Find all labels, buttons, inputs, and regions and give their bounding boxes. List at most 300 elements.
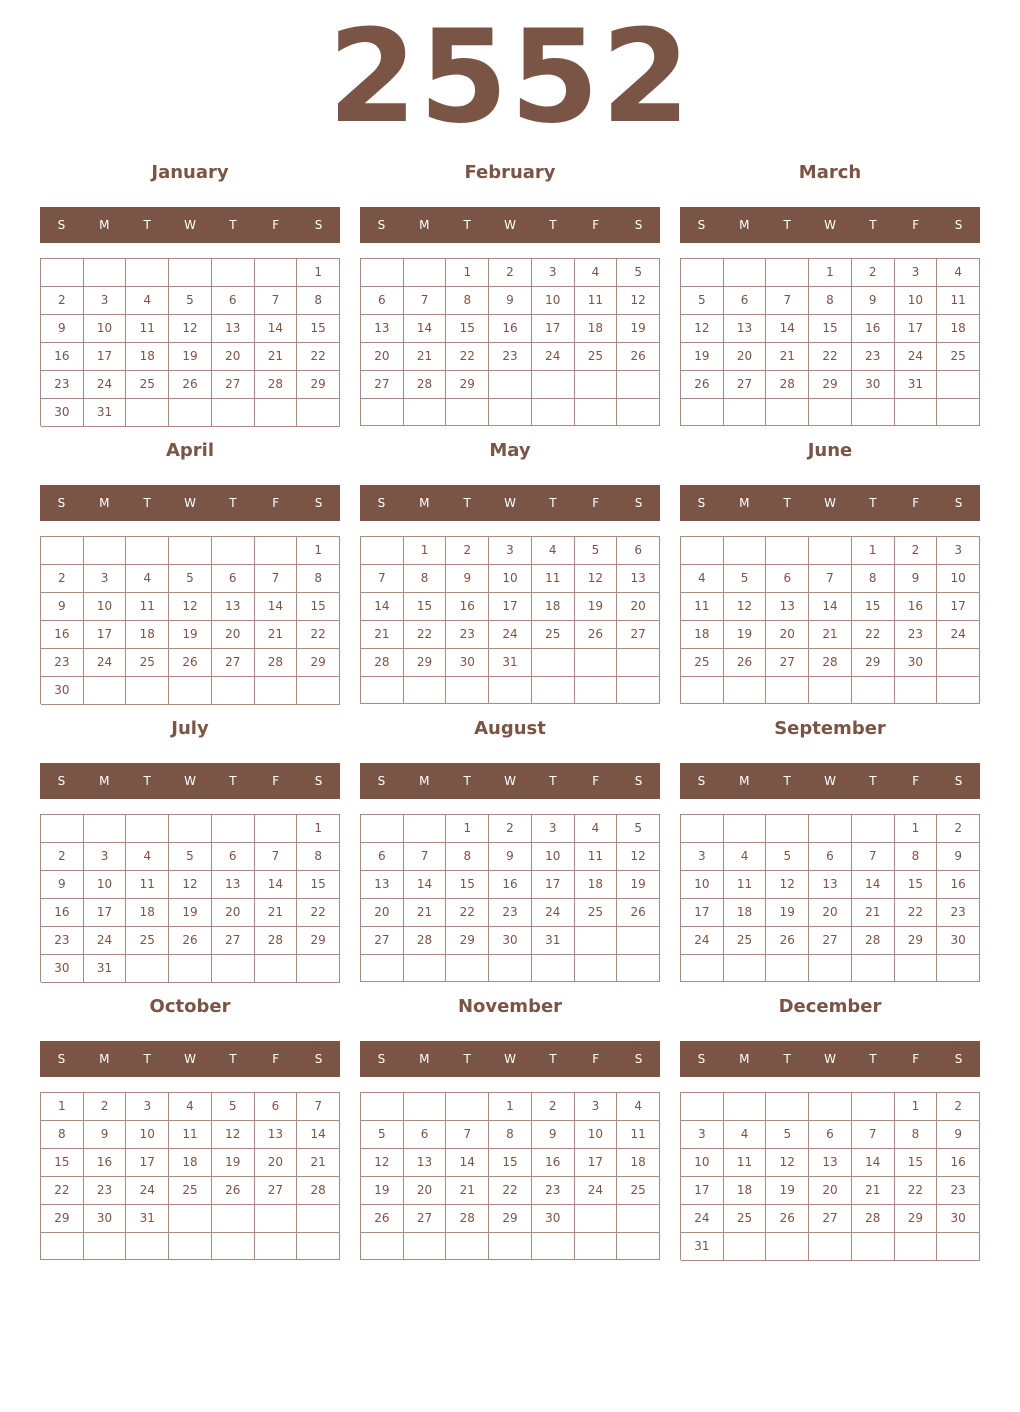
day-cell: 14 [255, 315, 298, 343]
day-cell: 9 [41, 593, 84, 621]
day-cell: 27 [766, 649, 809, 677]
day-cell: 28 [446, 1205, 489, 1233]
day-cell: 15 [297, 871, 340, 899]
day-cell [212, 259, 255, 287]
weekday-label: M [739, 218, 750, 232]
day-cell: 16 [937, 871, 980, 899]
day-cell: 18 [169, 1149, 212, 1177]
day-cell [937, 649, 980, 677]
day-cell: 8 [809, 287, 852, 315]
day-cell: 1 [446, 259, 489, 287]
day-cell: 24 [681, 927, 724, 955]
day-cell [361, 259, 404, 287]
weekday-label: T [549, 774, 557, 788]
day-cell: 2 [895, 537, 938, 565]
day-cell: 7 [361, 565, 404, 593]
day-cell: 26 [361, 1205, 404, 1233]
day-cell: 5 [169, 565, 212, 593]
month-name: July [171, 718, 209, 739]
day-cell: 4 [617, 1093, 660, 1121]
day-cell [617, 1233, 660, 1260]
day-cell: 12 [724, 593, 767, 621]
day-cell: 19 [169, 343, 212, 371]
day-cell: 14 [852, 871, 895, 899]
weekday-label: M [419, 774, 430, 788]
month-name: May [489, 440, 531, 461]
day-cell: 25 [937, 343, 980, 371]
day-cell: 25 [575, 343, 618, 371]
day-cell [297, 1205, 340, 1233]
day-cell: 30 [489, 927, 532, 955]
day-cell [126, 955, 169, 983]
day-cell: 17 [489, 593, 532, 621]
day-cell [766, 815, 809, 843]
day-cell [212, 955, 255, 983]
day-cell: 5 [766, 843, 809, 871]
day-cell [169, 1205, 212, 1233]
day-cell: 28 [809, 649, 852, 677]
day-cell: 3 [84, 565, 127, 593]
day-cell: 5 [212, 1093, 255, 1121]
day-cell: 2 [84, 1093, 127, 1121]
weekday-header [360, 1041, 660, 1077]
weekday-label: W [504, 1052, 516, 1066]
weekday-header [40, 763, 340, 799]
day-cell: 31 [681, 1233, 724, 1261]
day-cell [575, 927, 618, 955]
day-cell: 10 [84, 593, 127, 621]
day-cell: 14 [766, 315, 809, 343]
weekday-label: T [783, 496, 791, 510]
day-cell: 13 [361, 871, 404, 899]
day-cell: 14 [404, 315, 447, 343]
day-cell: 26 [617, 899, 660, 927]
day-cell: 15 [852, 593, 895, 621]
weekday-label: T [783, 1052, 791, 1066]
day-cell: 5 [361, 1121, 404, 1149]
day-cell: 18 [126, 621, 169, 649]
weekday-label: F [272, 774, 280, 788]
day-cell: 11 [575, 287, 618, 315]
day-cell: 10 [84, 871, 127, 899]
weekday-label: M [739, 774, 750, 788]
day-cell [724, 399, 767, 426]
day-cell: 23 [532, 1177, 575, 1205]
month-name: January [151, 162, 229, 183]
day-cell: 16 [937, 1149, 980, 1177]
weekday-label: T [549, 218, 557, 232]
day-cell: 19 [766, 899, 809, 927]
day-cell: 29 [446, 371, 489, 399]
day-cell [895, 1233, 938, 1261]
day-cell: 2 [489, 259, 532, 287]
day-cell [489, 399, 532, 426]
day-cell [297, 955, 340, 983]
day-cell: 5 [724, 565, 767, 593]
day-cell [255, 1205, 298, 1233]
day-cell: 7 [809, 565, 852, 593]
day-cell: 1 [297, 537, 340, 565]
day-cell: 17 [532, 315, 575, 343]
day-cell: 10 [532, 287, 575, 315]
day-cell: 3 [126, 1093, 169, 1121]
day-cell [724, 259, 767, 287]
weekday-label: W [504, 774, 516, 788]
weekday-label: T [229, 774, 237, 788]
day-cell: 29 [297, 371, 340, 399]
day-cell: 20 [404, 1177, 447, 1205]
day-cell: 9 [489, 843, 532, 871]
weekday-label: T [549, 496, 557, 510]
day-cell [169, 1233, 212, 1260]
day-grid [360, 814, 660, 982]
day-cell: 3 [489, 537, 532, 565]
day-cell: 26 [575, 621, 618, 649]
day-cell: 25 [532, 621, 575, 649]
day-cell [126, 537, 169, 565]
weekday-label: S [57, 1052, 66, 1066]
day-cell: 1 [895, 815, 938, 843]
weekday-label: S [57, 496, 66, 510]
weekday-label: M [99, 218, 110, 232]
day-cell: 12 [169, 315, 212, 343]
day-cell: 23 [895, 621, 938, 649]
month-april [40, 436, 340, 714]
day-cell: 21 [297, 1149, 340, 1177]
month-january [40, 158, 340, 436]
day-cell [532, 649, 575, 677]
day-cell: 12 [361, 1149, 404, 1177]
day-cell: 7 [766, 287, 809, 315]
day-cell [766, 955, 809, 982]
weekday-label: S [57, 774, 66, 788]
day-grid [680, 814, 980, 982]
day-cell [41, 259, 84, 287]
day-cell: 2 [41, 565, 84, 593]
day-cell [126, 399, 169, 427]
day-cell [681, 537, 724, 565]
day-cell [724, 677, 767, 704]
day-cell [126, 815, 169, 843]
day-cell: 4 [126, 843, 169, 871]
day-cell [169, 955, 212, 983]
day-cell: 16 [895, 593, 938, 621]
day-cell: 30 [41, 677, 84, 705]
day-cell [724, 815, 767, 843]
day-cell: 31 [895, 371, 938, 399]
day-cell: 17 [532, 871, 575, 899]
day-cell [532, 677, 575, 704]
day-cell: 12 [766, 1149, 809, 1177]
day-cell: 21 [361, 621, 404, 649]
day-cell [489, 677, 532, 704]
day-cell: 27 [212, 371, 255, 399]
day-cell: 14 [446, 1149, 489, 1177]
day-cell: 20 [212, 621, 255, 649]
weekday-label: T [783, 774, 791, 788]
day-cell: 28 [255, 649, 298, 677]
day-cell [255, 815, 298, 843]
weekday-label: M [739, 1052, 750, 1066]
day-cell: 7 [852, 843, 895, 871]
day-cell: 20 [766, 621, 809, 649]
day-cell: 2 [852, 259, 895, 287]
day-cell [212, 1205, 255, 1233]
day-cell: 20 [212, 343, 255, 371]
weekday-label: M [419, 218, 430, 232]
day-cell: 27 [255, 1177, 298, 1205]
month-june [680, 436, 980, 714]
day-cell [575, 371, 618, 399]
day-cell: 4 [126, 287, 169, 315]
day-cell: 28 [766, 371, 809, 399]
day-cell: 28 [255, 371, 298, 399]
day-cell: 10 [937, 565, 980, 593]
day-cell: 8 [446, 843, 489, 871]
day-cell: 25 [169, 1177, 212, 1205]
day-cell: 18 [724, 899, 767, 927]
day-cell [361, 1233, 404, 1260]
day-cell [852, 399, 895, 426]
day-cell [724, 955, 767, 982]
day-cell: 17 [84, 343, 127, 371]
day-cell: 21 [809, 621, 852, 649]
day-cell [41, 1233, 84, 1260]
day-cell: 8 [489, 1121, 532, 1149]
weekday-label: T [143, 496, 151, 510]
day-cell [41, 537, 84, 565]
month-december [680, 992, 980, 1270]
day-cell: 22 [489, 1177, 532, 1205]
day-cell [937, 399, 980, 426]
day-cell: 7 [255, 843, 298, 871]
day-cell [724, 537, 767, 565]
day-cell: 25 [724, 1205, 767, 1233]
day-cell: 27 [809, 927, 852, 955]
weekday-header [680, 1041, 980, 1077]
day-cell [361, 955, 404, 982]
day-cell: 19 [361, 1177, 404, 1205]
weekday-label: T [229, 1052, 237, 1066]
day-cell: 18 [126, 343, 169, 371]
day-cell: 6 [809, 1121, 852, 1149]
day-cell [255, 677, 298, 705]
day-cell [617, 649, 660, 677]
day-cell: 5 [575, 537, 618, 565]
day-cell [489, 1233, 532, 1260]
day-cell: 8 [446, 287, 489, 315]
day-cell [575, 677, 618, 704]
day-cell [617, 399, 660, 426]
day-cell: 28 [297, 1177, 340, 1205]
month-name: November [457, 996, 563, 1017]
weekday-label: S [634, 774, 643, 788]
month-october [40, 992, 340, 1270]
day-cell: 26 [169, 649, 212, 677]
day-cell [212, 399, 255, 427]
day-cell: 1 [895, 1093, 938, 1121]
day-cell: 3 [575, 1093, 618, 1121]
day-cell [84, 815, 127, 843]
day-cell: 28 [404, 371, 447, 399]
day-cell: 16 [852, 315, 895, 343]
weekday-label: M [99, 1052, 110, 1066]
weekday-label: T [869, 774, 877, 788]
day-cell: 24 [575, 1177, 618, 1205]
day-cell [937, 677, 980, 704]
day-cell [169, 259, 212, 287]
month-march [680, 158, 980, 436]
day-cell: 5 [766, 1121, 809, 1149]
day-cell: 26 [212, 1177, 255, 1205]
day-cell [532, 371, 575, 399]
day-cell: 6 [724, 287, 767, 315]
day-cell [404, 1233, 447, 1260]
day-cell: 9 [895, 565, 938, 593]
day-cell: 22 [404, 621, 447, 649]
day-cell: 2 [937, 1093, 980, 1121]
day-cell [809, 1093, 852, 1121]
weekday-label: T [229, 496, 237, 510]
day-cell: 13 [404, 1149, 447, 1177]
weekday-header [40, 207, 340, 243]
day-cell: 31 [84, 399, 127, 427]
day-cell: 6 [617, 537, 660, 565]
day-cell: 29 [41, 1205, 84, 1233]
day-cell [809, 537, 852, 565]
day-cell: 21 [852, 899, 895, 927]
day-cell [489, 955, 532, 982]
day-cell: 16 [41, 621, 84, 649]
day-cell [41, 815, 84, 843]
day-cell: 17 [681, 899, 724, 927]
month-name: March [798, 162, 862, 183]
day-cell: 4 [681, 565, 724, 593]
day-cell [809, 399, 852, 426]
day-cell [766, 677, 809, 704]
weekday-label: F [912, 218, 920, 232]
day-cell: 22 [809, 343, 852, 371]
day-grid [40, 814, 340, 982]
day-cell: 7 [404, 843, 447, 871]
day-cell: 20 [617, 593, 660, 621]
day-cell: 18 [724, 1177, 767, 1205]
day-cell: 10 [532, 843, 575, 871]
day-cell [212, 537, 255, 565]
day-cell: 23 [41, 927, 84, 955]
day-cell [169, 537, 212, 565]
weekday-label: F [912, 496, 920, 510]
weekday-label: W [504, 218, 516, 232]
day-cell: 9 [532, 1121, 575, 1149]
day-cell: 12 [681, 315, 724, 343]
year-title: 2552 [327, 3, 693, 152]
day-cell: 2 [532, 1093, 575, 1121]
day-cell: 20 [361, 343, 404, 371]
day-cell: 10 [575, 1121, 618, 1149]
day-cell: 25 [126, 927, 169, 955]
weekday-header [360, 207, 660, 243]
day-cell: 18 [575, 871, 618, 899]
day-cell: 14 [297, 1121, 340, 1149]
day-cell [852, 955, 895, 982]
weekday-label: S [634, 1052, 643, 1066]
day-cell: 15 [297, 315, 340, 343]
day-cell: 10 [84, 315, 127, 343]
weekday-label: T [229, 218, 237, 232]
day-cell: 13 [766, 593, 809, 621]
day-cell: 4 [126, 565, 169, 593]
day-cell: 16 [84, 1149, 127, 1177]
weekday-label: T [143, 774, 151, 788]
weekday-label: S [377, 496, 386, 510]
day-cell: 22 [446, 899, 489, 927]
day-cell: 11 [937, 287, 980, 315]
day-cell: 6 [361, 843, 404, 871]
weekday-label: T [463, 774, 471, 788]
day-cell: 12 [617, 843, 660, 871]
day-cell: 14 [404, 871, 447, 899]
day-cell [532, 399, 575, 426]
day-cell: 12 [212, 1121, 255, 1149]
day-cell [617, 371, 660, 399]
day-cell: 17 [575, 1149, 618, 1177]
day-cell: 13 [212, 593, 255, 621]
month-august [360, 714, 660, 992]
day-cell: 27 [361, 371, 404, 399]
day-cell: 2 [446, 537, 489, 565]
day-cell: 25 [617, 1177, 660, 1205]
day-cell [852, 815, 895, 843]
day-cell [575, 1205, 618, 1233]
weekday-label: S [377, 774, 386, 788]
day-cell: 10 [681, 1149, 724, 1177]
day-cell: 28 [852, 927, 895, 955]
month-name: October [149, 996, 231, 1017]
day-cell: 3 [895, 259, 938, 287]
day-cell [937, 955, 980, 982]
day-cell: 19 [169, 621, 212, 649]
day-cell: 27 [617, 621, 660, 649]
day-grid [40, 1092, 340, 1260]
day-cell: 5 [169, 843, 212, 871]
day-cell: 9 [84, 1121, 127, 1149]
day-cell: 2 [937, 815, 980, 843]
month-name: June [807, 440, 853, 461]
day-cell: 10 [681, 871, 724, 899]
weekday-label: F [592, 774, 600, 788]
day-cell: 27 [361, 927, 404, 955]
day-cell: 27 [404, 1205, 447, 1233]
day-cell: 21 [255, 621, 298, 649]
day-cell: 1 [809, 259, 852, 287]
day-cell: 15 [895, 871, 938, 899]
day-cell: 22 [895, 1177, 938, 1205]
day-cell: 8 [297, 287, 340, 315]
day-cell: 6 [809, 843, 852, 871]
day-cell: 21 [255, 899, 298, 927]
day-cell [404, 955, 447, 982]
day-cell: 4 [575, 815, 618, 843]
day-cell [575, 399, 618, 426]
weekday-label: S [314, 1052, 323, 1066]
day-cell [724, 1093, 767, 1121]
day-cell: 15 [809, 315, 852, 343]
day-cell: 21 [766, 343, 809, 371]
weekday-label: S [954, 218, 963, 232]
weekday-label: S [634, 218, 643, 232]
day-cell: 3 [681, 843, 724, 871]
